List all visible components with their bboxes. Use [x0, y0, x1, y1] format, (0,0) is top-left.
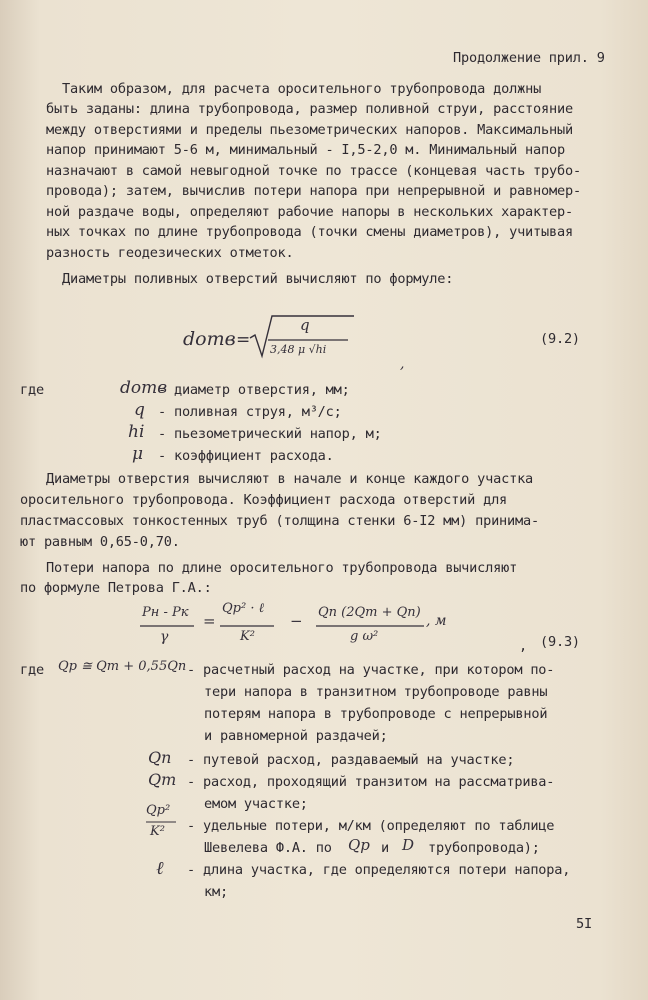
fraction-bar: [220, 625, 276, 627]
text-line: ют равным 0,65-0,70.: [20, 534, 180, 550]
term1-denominator: K²: [240, 629, 255, 644]
symbol-mu: μ: [132, 444, 144, 464]
term2-numerator: Qп (2Qт + Qп): [318, 605, 421, 620]
text-line: провода); затем, вычислив потери напора при непрерывной и равномер-: [46, 183, 581, 199]
text-line: по формуле Петрова Г.А.:: [20, 580, 212, 596]
symbol-l: ℓ: [156, 858, 164, 879]
where-label: где: [20, 382, 44, 398]
text-line: ной раздаче воды, определяют рабочие напоры в нескольких характер-: [46, 204, 573, 220]
symbol-qr-approx: Qр ≅ Qт + 0,55Qп: [58, 659, 187, 674]
definition-text: и: [381, 840, 389, 856]
formula-number: (9.2): [540, 331, 580, 347]
symbol-q: q: [134, 400, 145, 420]
formula-unit: , м: [426, 613, 447, 629]
formula-equals: =: [203, 612, 216, 630]
text-line: назначают в самой невыгодной точке по трассе (концевая часть трубо-: [46, 163, 581, 179]
formula-comma: ,: [400, 356, 405, 372]
definition-text: - поливная струя, м³/с;: [158, 404, 342, 420]
definition-text: трубопровода);: [428, 840, 540, 856]
definition-text: - длина участка, где определяются потери напора,: [187, 862, 571, 878]
text-line: оросительного трубопровода. Коэффициент расхода отверстий для: [20, 492, 508, 508]
term1-numerator: Qр² · ℓ: [222, 601, 265, 616]
definition-text: - пьезометрический напор, м;: [158, 426, 382, 442]
definition-text: - диаметр отверстия, мм;: [158, 382, 350, 398]
symbol-k-numerator: Qр²: [146, 803, 171, 818]
paragraph-formula-intro: Диаметры поливных отверстий вычисляют по формуле:: [62, 271, 454, 287]
formula-denominator: 3,48 μ √hi: [270, 343, 327, 356]
symbol-k-denominator: K²: [150, 824, 165, 839]
definition-text: км;: [204, 884, 228, 900]
fraction-bar: [146, 821, 180, 823]
definition-text: емом участке;: [204, 796, 308, 812]
formula-comma: ,: [519, 638, 527, 654]
symbol-qt: Qт: [148, 770, 177, 789]
text-line: Диаметры отверстия вычисляют в начале и конце каждого участка: [46, 471, 534, 487]
text-line: разность геодезических отметок.: [46, 245, 294, 261]
definition-text: - путевой расход, раздаваемый на участке;: [187, 752, 515, 768]
formula-numerator: q: [300, 316, 310, 334]
definition-text: и равномерной раздачей;: [204, 728, 388, 744]
definition-text: - удельные потери, м/км (определяют по таблице: [187, 818, 555, 834]
definition-text: потерям напора в трубопроводе с непрерывной: [204, 706, 548, 722]
definition-text: тери напора в транзитном трубопроводе равны: [204, 684, 548, 700]
header-continuation: Продолжение прил. 9: [453, 50, 605, 66]
where-label: где: [20, 662, 44, 678]
definition-text: - расчетный расход на участке, при котором по-: [187, 662, 555, 678]
inline-symbol-qr: Qр: [348, 836, 370, 854]
page-number: 5I: [576, 916, 592, 932]
formula-minus: −: [290, 612, 303, 630]
definition-text: - коэффициент расхода.: [158, 448, 334, 464]
symbol-h: hi: [128, 422, 145, 442]
text-line: между отверстиями и пределы пьезометрических напоров. Максимальный: [46, 122, 573, 138]
inline-symbol-d: D: [402, 836, 415, 854]
formula-lhs-denominator: γ: [160, 629, 169, 645]
text-line: Таким образом, для расчета оросительного трубопровода должны: [62, 81, 542, 97]
text-line: напор принимают 5-6 м, минимальный - I,5-2,0 м. Минимальный напор: [46, 142, 565, 158]
term2-denominator: g ω²: [350, 629, 379, 644]
formula-lhs: dотв: [183, 328, 236, 350]
formula-number: (9.3): [540, 634, 580, 650]
formula-equals: =: [236, 330, 251, 350]
definition-text: Шевелева Ф.А. по: [204, 840, 332, 856]
symbol-d: dотв: [120, 378, 168, 398]
symbol-qp: Qп: [148, 748, 172, 767]
fraction-bar: [316, 625, 428, 627]
fraction-bar: [140, 625, 196, 627]
definition-text: - расход, проходящий транзитом на рассматрива-: [187, 774, 555, 790]
text-line: пластмассовых тонкостенных труб (толщина стенки 6-I2 мм) принима-: [20, 513, 539, 529]
formula-lhs-numerator: Pн - Pк: [142, 605, 189, 620]
text-line: Потери напора по длине оросительного трубопровода вычисляют: [46, 560, 518, 576]
text-line: быть заданы: длина трубопровода, размер поливной струи, расстояние: [46, 101, 573, 117]
text-line: ных точках по длине трубопровода (точки смены диаметров), учитывая: [46, 224, 573, 240]
